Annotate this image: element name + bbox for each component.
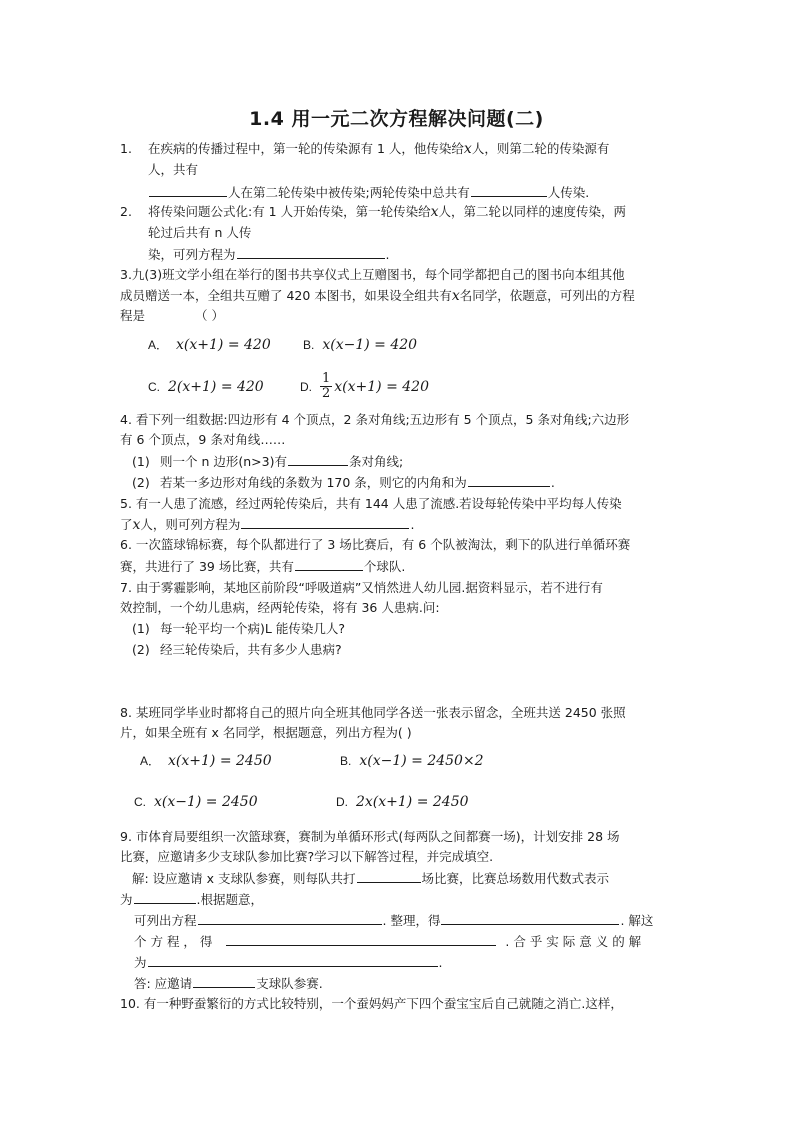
q8-line2: 片，如果全班有 x 名同学，根据题意，列出方程为( ) <box>120 725 412 740</box>
q1-line1: 1. 在疾病的传播过程中，第一轮的传染源有 1 人，他传染给x人，则第二轮的传染源有 <box>120 141 610 157</box>
q5-blank[interactable] <box>241 515 409 529</box>
q3-option-b[interactable]: B. x(x−1) = 420 <box>303 337 418 353</box>
q3-option-a[interactable]: A． x(x+1) = 420 <box>148 337 271 353</box>
q6-line1: 6. 一次篮球锦标赛，每个队都进行了 3 场比赛后，有 6 个队被淘汰，剩下的队进行单循环赛 <box>120 537 631 552</box>
q6-blank[interactable] <box>295 557 363 571</box>
q3-line2: 成员赠送一本，全组共互赠了 420 本图书，如果设全组共有x名同学，依题意，可列出的方程 <box>120 288 635 304</box>
q5-line2: 了x人，则可列方程为 . <box>120 517 415 533</box>
q9-line4: 为 .根据题意， <box>120 892 263 907</box>
q7-sub2: (2) 经三轮传染后，共有多少人患病? <box>132 642 342 657</box>
q9-blank-equation[interactable] <box>198 911 382 925</box>
q3-option-d-fraction: $\frac{1}{2}$ <box>322 371 331 401</box>
q4-line2: 有 6 个顶点，9 条对角线…… <box>120 432 286 447</box>
q10-line1: 10. 有一种野蚕繁衍的方式比较特别，一个蚕妈妈产下四个蚕宝宝后自己就随之消亡.这样， <box>120 996 623 1011</box>
q2-line3: 染，可列方程为 . <box>148 247 390 262</box>
q7-line1: 7. 由于雾霾影响，某地区前阶段“呼吸道病”又悄然进人幼儿园.据资料显示，若不进行有 <box>120 580 603 595</box>
q4-sub1-blank[interactable] <box>288 452 348 466</box>
q1-blank-1[interactable] <box>149 183 227 197</box>
q9-line7: 为 . <box>134 955 443 970</box>
page-title: 1.4 用一元二次方程解决问题(二) <box>249 108 544 130</box>
q1-line3: 人在第二轮传染中被传染;两轮传染中总共有 人传染. <box>148 183 589 201</box>
q7-sub1: (1) 每一轮平均一个病)L 能传染几人? <box>132 621 345 636</box>
q8-option-a[interactable]: A． x(x+1) = 2450 <box>140 753 272 769</box>
q8-line1: 8. 某班同学毕业时都将自己的照片向全班其他同学各送一张表示留念，全班共送 2450 张照 <box>120 705 626 720</box>
q9-line8: 答: 应邀请 支球队参赛. <box>134 976 323 991</box>
q9-line1: 9. 市体育局要组织一次篮球赛，赛制为单循环形式(每两队之间都赛一场)，计划安排 28 场 <box>120 829 620 844</box>
q8-option-d[interactable]: D. 2x(x+1) = 2450 <box>336 794 469 810</box>
q9-blank-matches-per-team[interactable] <box>357 869 421 883</box>
q9-blank-valid-solution[interactable] <box>148 953 438 967</box>
q6-line2: 赛，共进行了 39 场比赛，共有 个球队. <box>120 559 406 574</box>
q1-blank-2[interactable] <box>471 183 547 197</box>
q4-sub2-blank[interactable] <box>468 473 550 487</box>
q8-option-b[interactable]: B. x(x−1) = 2450×2 <box>340 753 484 769</box>
q4-sub2: (2) 若某一多边形对角线的条数为 170 条，则它的内角和为 . <box>132 475 555 490</box>
q9-blank-simplified[interactable] <box>441 911 619 925</box>
q2-line1: 2. 将传染问题公式化:有 1 人开始传染，第一轮传染给x人，第二轮以同样的速度传染，两 <box>120 204 627 220</box>
q9-blank-total-expression[interactable] <box>134 890 196 904</box>
q9-blank-answer[interactable] <box>193 974 255 988</box>
q3-line1: 3.九(3)班文学小组在举行的图书共享仪式上互赠图书，每个同学都把自己的图书向本组其他 <box>120 267 625 282</box>
q2-number: 2. <box>120 204 132 219</box>
q7-line2: 效控制，一个幼儿患病，经两轮传染，将有 36 人患病.问: <box>120 600 440 615</box>
q5-line1: 5. 有一人患了流感，经过两轮传染后，共有 144 人患了流感.若设每轮传染中平均每人传染 <box>120 496 622 511</box>
q3-option-c[interactable]: C. 2(x+1) = 420 <box>148 379 264 395</box>
q4-sub1: (1) 则一个 n 边形(n>3)有 条对角线; <box>132 454 404 469</box>
q9-line5: 可列出方程 . 整理，得 . 解这 <box>134 913 654 928</box>
q9-line3: 解: 设应邀请 x 支球队参赛，则每队共打 场比赛，比赛总场数用代数式表示 <box>132 871 610 886</box>
q1-line2: 人，共有 <box>148 162 199 177</box>
q8-option-c[interactable]: C. x(x−1) = 2450 <box>134 794 258 810</box>
q2-line2: 轮过后共有 n 人传 <box>148 225 252 240</box>
q9-line2: 比赛，应邀请多少支球队参加比赛?学习以下解答过程，并完成填空. <box>120 849 494 864</box>
q4-line1: 4. 看下列一组数据:四边形有 4 个顶点，2 条对角线;五边形有 5 个顶点，5 条对角线;六边形 <box>120 412 630 427</box>
q2-blank[interactable] <box>237 245 385 259</box>
q9-line6: 个 方 程 ， 得 . 合 乎 实 际 意 义 的 解 <box>134 934 642 949</box>
q1-number: 1. <box>120 141 132 156</box>
q3-answer-paren[interactable]: （ ） <box>195 308 224 323</box>
q9-blank-solutions[interactable] <box>226 932 496 946</box>
q3-option-d[interactable]: D. $\frac{1}{2}$ x(x+1) = 420 <box>300 371 429 401</box>
q3-line3: 程是 （ ） <box>120 308 224 323</box>
